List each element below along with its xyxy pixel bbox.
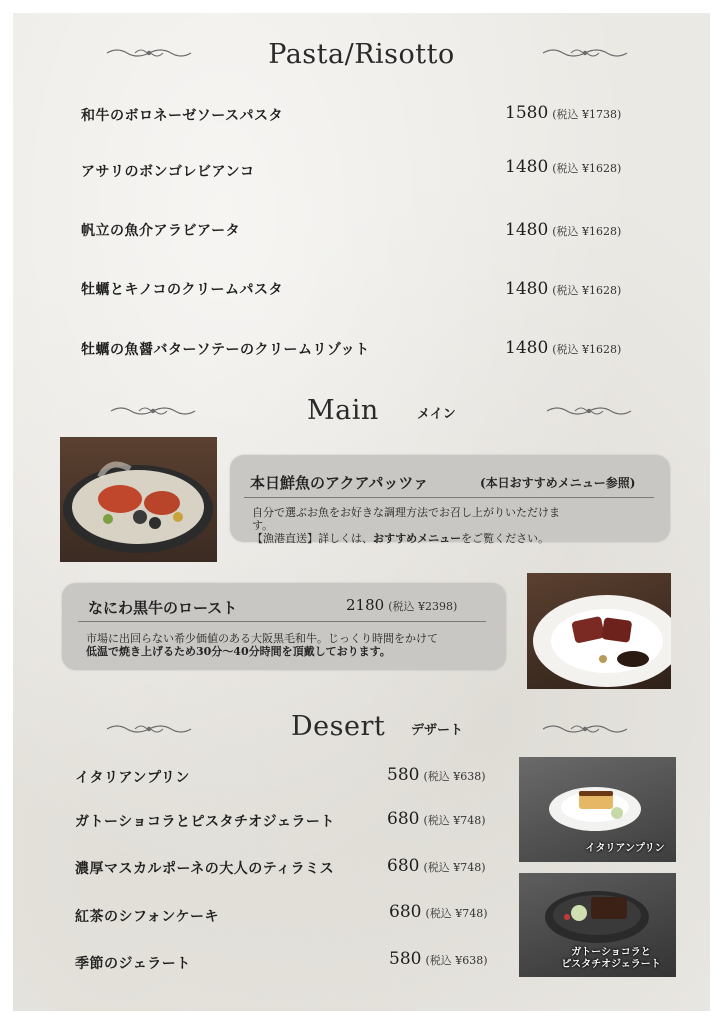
price-value: 1480 [505, 157, 549, 177]
menu-item-price [505, 338, 621, 358]
section-title-main: Main [307, 395, 379, 426]
menu-item-price [505, 103, 621, 123]
price-value: 2180 [346, 596, 385, 614]
tax-included-price: (税込 ¥638) [425, 954, 488, 967]
description-line [252, 532, 652, 545]
description-line: 低温で焼き上げるため30分〜40分時間を頂戴しております。 [86, 645, 391, 658]
menu-item-name: 和牛のボロネーゼソースパスタ [81, 108, 284, 124]
dish-note: (本日おすすめメニュー参照) [480, 476, 636, 490]
section-title-pasta: Pasta/Risotto [268, 39, 455, 70]
price-value: 680 [389, 902, 422, 922]
section-title-desert: Desert [291, 711, 386, 742]
photo-caption [549, 947, 673, 971]
tax-included-price: (税込 ¥638) [423, 770, 486, 783]
menu-item-name: 牡蠣とキノコのクリームパスタ [81, 282, 284, 298]
description-text: をご覧ください。 [461, 532, 550, 545]
menu-item-name: 帆立の魚介アラビアータ [81, 223, 241, 239]
tax-included-price: (税込 ¥1628) [552, 225, 622, 238]
price-value: 1480 [505, 338, 549, 358]
tax-included-price: (税込 ¥1738) [552, 108, 622, 121]
menu-item-name: アサリのボンゴレビアンコ [81, 164, 255, 180]
caption-line: ガトーショコラと [571, 947, 651, 958]
beef-roast-photo [527, 573, 671, 689]
description-text: 【漁港直送】詳しくは、 [252, 532, 373, 545]
menu-item-name: 季節のジェラート [75, 956, 191, 972]
menu-item-price [505, 279, 621, 299]
price-value: 680 [387, 856, 420, 876]
card-divider [244, 497, 654, 498]
price-value: 680 [387, 809, 420, 829]
section-subtitle-main: メイン [417, 407, 456, 422]
dish-price [346, 596, 457, 614]
price-value: 580 [389, 949, 422, 969]
featured-dish-card [62, 583, 506, 670]
menu-item-price [505, 220, 621, 240]
dish-name: 本日鮮魚のアクアパッツァ [250, 474, 429, 492]
tax-included-price: (税込 ¥2398) [388, 600, 458, 613]
price-value: 1480 [505, 220, 549, 240]
description-emphasis: おすすめメニュー [373, 532, 462, 545]
italian-pudding-photo [519, 757, 676, 862]
tax-included-price: (税込 ¥1628) [552, 284, 622, 297]
right-flourish-ornament [541, 721, 629, 737]
menu-item-name: 紅茶のシフォンケーキ [75, 909, 220, 925]
description-line: す。 [252, 519, 274, 532]
tax-included-price: (税込 ¥748) [425, 907, 488, 920]
photo-caption: イタリアンプリン [585, 843, 665, 854]
menu-item-name: 牡蠣の魚醤バターソテーのクリームリゾット [81, 342, 370, 358]
card-divider [78, 621, 486, 622]
right-flourish-ornament [545, 403, 633, 419]
section-subtitle-desert: デザート [411, 723, 464, 738]
beef-plate-illustration [527, 573, 671, 689]
menu-item-name: イタリアンプリン [75, 770, 190, 786]
tax-included-price: (税込 ¥748) [423, 814, 486, 827]
description-line: 市場に出回らない希少価値のある大阪黒毛和牛。じっくり時間をかけて [86, 632, 438, 645]
acqua-pazza-dish-illustration [60, 437, 217, 562]
left-flourish-ornament [109, 403, 197, 419]
menu-item-price [389, 902, 488, 922]
dish-description [252, 506, 652, 545]
tax-included-price: (税込 ¥1628) [552, 162, 622, 175]
price-value: 1580 [505, 103, 549, 123]
tax-included-price: (税込 ¥1628) [552, 343, 622, 356]
gateau-chocolat-photo [519, 873, 676, 977]
acqua-pazza-photo [60, 437, 217, 562]
menu-item-price [387, 856, 486, 876]
left-flourish-ornament [105, 721, 193, 737]
menu-item-price [387, 809, 486, 829]
menu-item-price [505, 157, 621, 177]
dish-description [86, 632, 496, 658]
tax-included-price: (税込 ¥748) [423, 861, 486, 874]
dish-name: なにわ黒牛のロースト [88, 599, 238, 617]
menu-item-price [387, 765, 486, 785]
menu-item-name: 濃厚マスカルポーネの大人のティラミス [75, 861, 335, 877]
price-value: 580 [387, 765, 420, 785]
featured-dish-card [230, 455, 670, 545]
right-flourish-ornament [541, 45, 629, 61]
price-value: 1480 [505, 279, 549, 299]
menu-item-name: ガトーショコラとピスタチオジェラート [75, 814, 335, 830]
caption-line: ピスタチオジェラート [561, 959, 661, 970]
menu-page [13, 13, 710, 1011]
description-line: 自分で選ぶお魚をお好きな調理方法でお召し上がりいただけま [252, 506, 560, 519]
menu-item-price [389, 949, 488, 969]
